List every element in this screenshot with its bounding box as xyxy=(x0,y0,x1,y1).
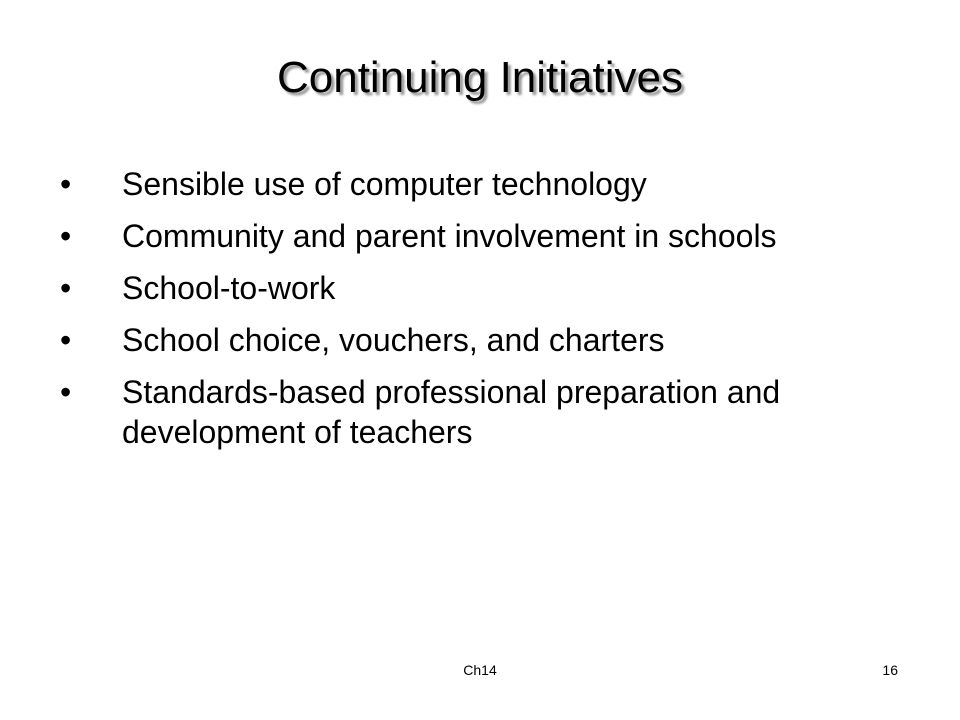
slide-number: 16 xyxy=(882,662,898,678)
bullet-text: School choice, vouchers, and charters xyxy=(122,322,665,358)
bullet-item xyxy=(60,268,880,308)
bullet-dot-icon: • xyxy=(60,374,72,410)
bullet-item xyxy=(60,372,880,452)
bullet-dot-icon: • xyxy=(60,322,72,358)
bullet-dot-icon: • xyxy=(60,270,72,306)
bullet-item xyxy=(60,164,880,204)
bullet-dot-icon: • xyxy=(60,218,72,254)
bullet-text: School-to-work xyxy=(122,270,336,306)
footer-chapter-label: Ch14 xyxy=(463,662,497,678)
bullet-list xyxy=(60,164,880,464)
bullet-text: Standards-based professional preparation and development of teachers xyxy=(122,374,781,450)
bullet-text: Community and parent involvement in schools xyxy=(122,218,777,254)
bullet-text: Sensible use of computer technology xyxy=(122,166,647,202)
slide-title: Continuing Initiatives xyxy=(276,53,683,102)
bullet-dot-icon: • xyxy=(60,166,72,202)
bullet-item xyxy=(60,216,880,256)
bullet-item xyxy=(60,320,880,360)
